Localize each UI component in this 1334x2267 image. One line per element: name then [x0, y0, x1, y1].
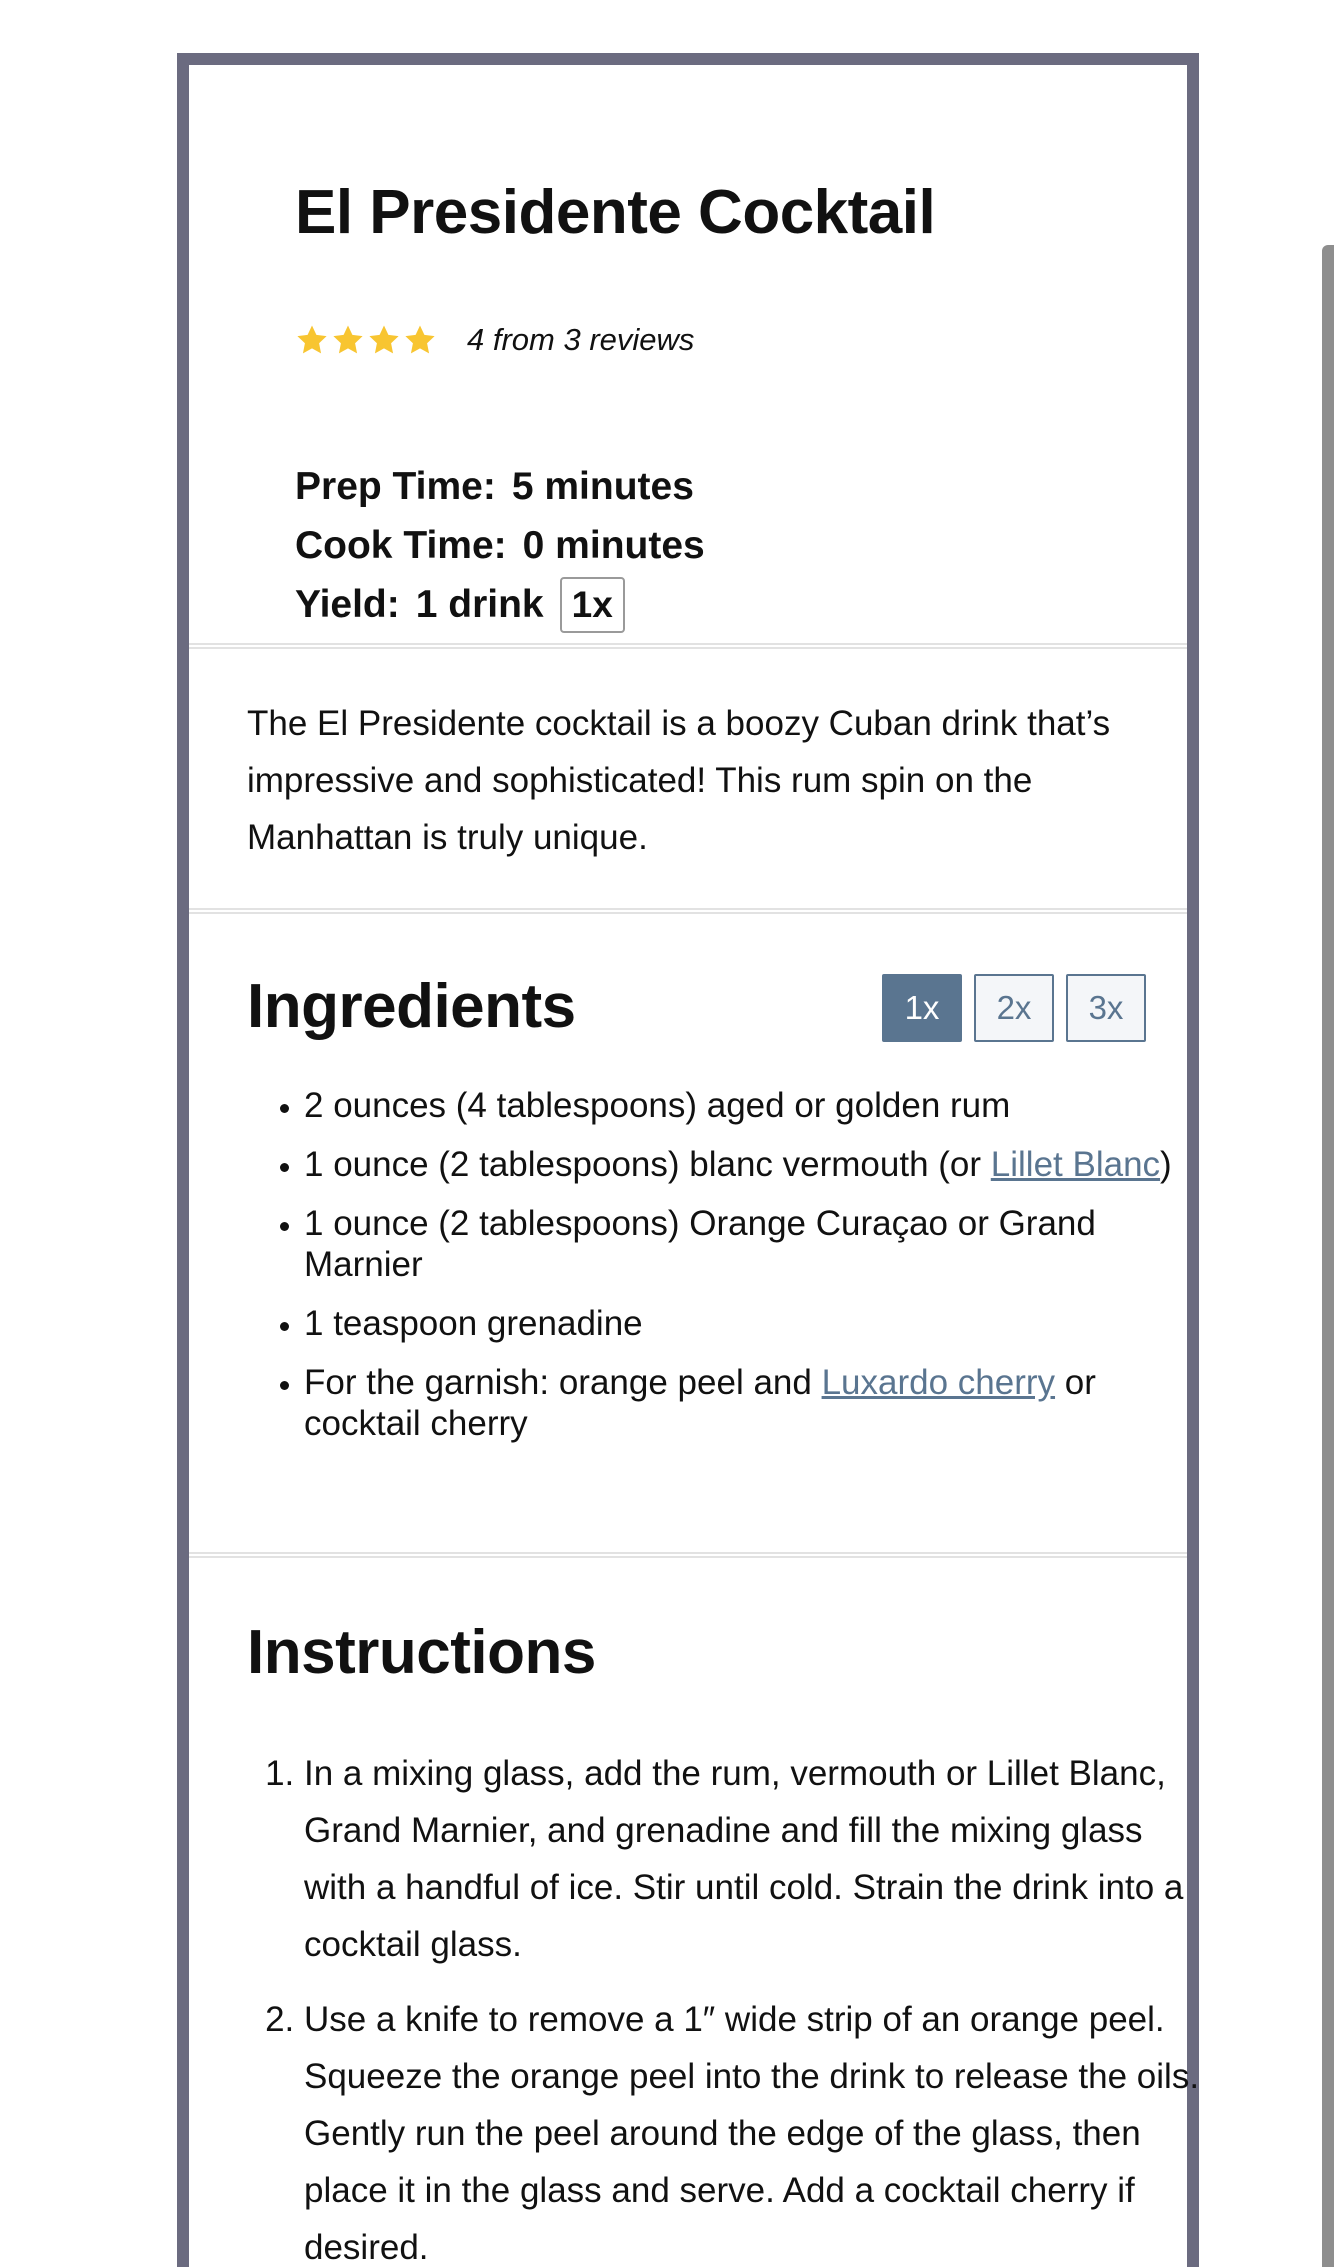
- ingredient-text: 1 teaspoon grenadine: [304, 1304, 643, 1343]
- cook-time-label: Cook Time:: [295, 524, 507, 567]
- instructions-list: [247, 1745, 1209, 2267]
- ingredient-text: 2 ounces (4 tablespoons) aged or golden rum: [304, 1086, 1011, 1125]
- rating-summary: 4 from 3 reviews: [467, 322, 695, 357]
- prep-time: [295, 458, 694, 516]
- ingredient-item: [304, 1203, 1204, 1285]
- ingredient-item: [304, 1144, 1204, 1185]
- multiplier-2x-button[interactable]: 2x: [974, 974, 1054, 1042]
- ingredient-text: ): [1160, 1145, 1172, 1184]
- multiplier-1x-button[interactable]: 1x: [882, 974, 962, 1042]
- ingredients-list: [247, 1085, 1204, 1462]
- instruction-step: 1. In a mixing glass, add the rum, vermouth or Lillet Blanc, Grand Marnier, and grenadine and fill the mixing glass with a handful of ice. Stir until cold. Strain the drink into a cocktail glass.: [304, 1745, 1209, 1973]
- yield: [295, 576, 625, 634]
- rating[interactable]: [295, 315, 694, 365]
- star-icon[interactable]: [295, 323, 329, 357]
- scrollbar[interactable]: [1322, 245, 1334, 2267]
- star-icon[interactable]: [403, 323, 437, 357]
- divider: [189, 1552, 1187, 1558]
- recipe-summary: The El Presidente cocktail is a boozy Cuban drink that’s impressive and sophisticated! This rum spin on the Manhattan is truly unique.: [247, 704, 1111, 857]
- prep-time-value: 5 minutes: [511, 465, 694, 508]
- yield-label: Yield:: [295, 583, 400, 626]
- yield-value: 1 drink: [415, 583, 544, 626]
- lillet-blanc-link[interactable]: Lillet Blanc: [990, 1145, 1161, 1184]
- prep-time-label: Prep Time:: [295, 465, 496, 508]
- recipe-header: [189, 65, 1187, 645]
- star-rating[interactable]: [295, 323, 437, 357]
- cook-time: [295, 517, 705, 575]
- instruction-step: 2. Use a knife to remove a 1″ wide strip of an orange peel. Squeeze the orange peel into the drink to release the oils. Gently run the peel around the edge of the glass, then place it in the glass and serve. Add a cocktail cherry if desired.: [304, 1991, 1209, 2267]
- ingredient-item: [304, 1303, 1204, 1344]
- multiplier-3x-button[interactable]: 3x: [1066, 974, 1146, 1042]
- luxardo-cherry-link[interactable]: Luxardo cherry: [821, 1363, 1056, 1402]
- instructions-heading: Instructions: [247, 1618, 596, 1687]
- star-icon[interactable]: [331, 323, 365, 357]
- star-icon[interactable]: [367, 323, 401, 357]
- ingredient-item: [304, 1362, 1204, 1444]
- divider: [189, 908, 1187, 914]
- ingredient-item: [304, 1085, 1204, 1126]
- ingredients-heading: Ingredients: [247, 972, 576, 1041]
- ingredient-text: 1 ounce (2 tablespoons) Orange Curaçao or Grand Marnier: [304, 1204, 1096, 1284]
- yield-multiplier-button[interactable]: 1x: [560, 577, 625, 633]
- servings-multiplier: [882, 974, 1146, 1042]
- ingredient-text: or cocktail cherry: [304, 1363, 1096, 1443]
- recipe-title: El Presidente Cocktail: [295, 178, 936, 247]
- cook-time-value: 0 minutes: [522, 524, 705, 567]
- recipe-card: [177, 53, 1199, 2267]
- ingredient-text: 1 ounce (2 tablespoons) blanc vermouth (or: [304, 1145, 991, 1184]
- divider: [189, 643, 1187, 649]
- ingredient-text: For the garnish: orange peel and: [304, 1363, 822, 1402]
